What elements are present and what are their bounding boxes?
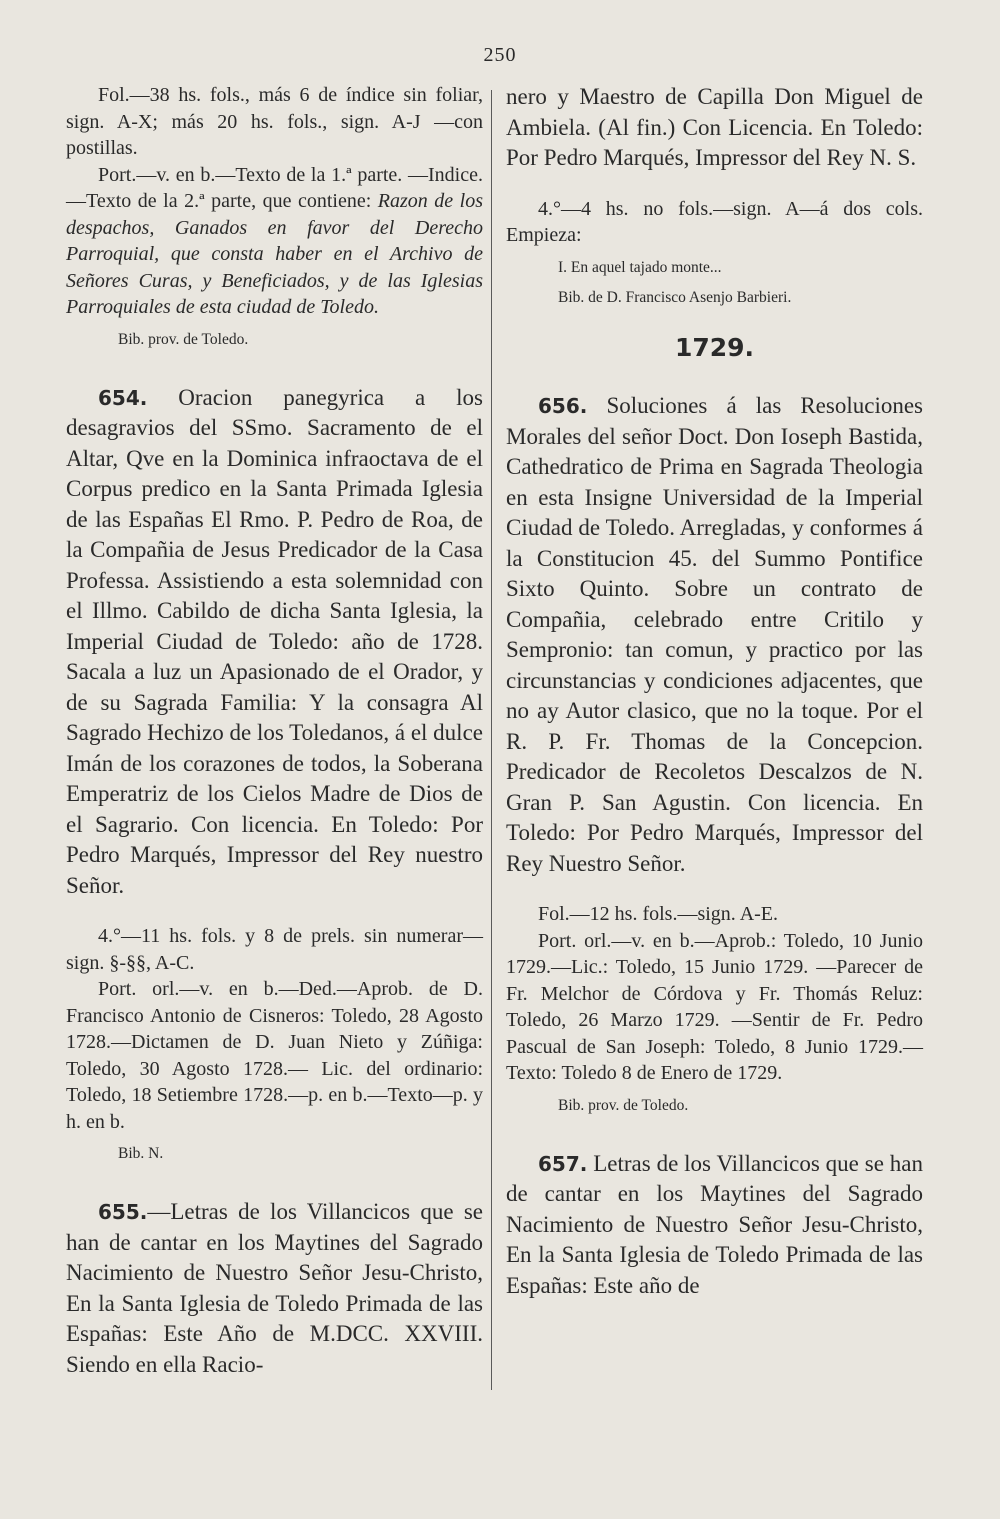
entry-657 xyxy=(506,1149,923,1302)
left-column xyxy=(66,82,483,1380)
entry-number: 654. xyxy=(98,385,148,410)
year-heading: 1729. xyxy=(674,332,755,362)
entry-title: Letras de los Villancicos que se han de cantar en los Maytines del Sagrado Nacimiento de Nuestro Señor Jesu-Christo, En la Santa Iglesia de Toledo Primada de las Españas: Este año de xyxy=(506,1150,923,1298)
library-reference: Bib. prov. de Toledo. xyxy=(118,330,249,348)
library-reference: Bib. prov. de Toledo. xyxy=(558,1096,689,1114)
entry-655-incipit: I. En aquel tajado monte... xyxy=(558,258,722,276)
entry-655-continued: nero y Maestro de Capilla Don Miguel de Ambiela. (Al fin.) Con Licencia. En Toledo: Por Pedro Marqués, Impressor del Rey N. S. xyxy=(506,84,923,170)
continued-contents xyxy=(66,162,483,321)
contents-text: Port.—v. en b.—Texto de la 1.ª parte. —Indice.—Texto de la 2.ª parte, que contiene: xyxy=(66,163,483,212)
entry-number: 655. xyxy=(98,1200,148,1224)
library-reference: Bib. N. xyxy=(118,1145,164,1162)
continued-description: Fol.—38 hs. fols., más 6 de índice sin foliar, sign. A-X; más 20 hs. fols., sign. A-J —con postillas. xyxy=(66,84,483,159)
page-number: 250 xyxy=(483,44,517,66)
entry-title: —Letras de los Villancicos que se han de cantar en los Maytines del Sagrado Nacimiento de Nuestro Señor Jesu-Christo, En la Santa Iglesia de Toledo Primada de las Españas: Este Año de M.DCC. XXVIII. Siendo en ella Racio- xyxy=(66,1199,483,1377)
entry-654-contents: Port. orl.—v. en b.—Ded.—Aprob. de D. Francisco Antonio de Cisneros: Toledo, 28 Agosto 1728.—Dictamen de D. Juan Nieto y Zúñiga: Toledo, 30 Agosto 1728.— Lic. del ordinario: Toledo, 18 Setiembre 1728.—p. en b.—Texto—p. y h. en b. xyxy=(66,978,483,1133)
entry-654-collation: 4.°—11 hs. fols. y 8 de prels. sin numerar—sign. §-§§, A-C. xyxy=(66,925,483,974)
entry-655-collation: 4.°—4 hs. no fols.—sign. A—á dos cols. Empieza: xyxy=(506,197,923,246)
library-reference: Bib. de D. Francisco Asenjo Barbieri. xyxy=(558,288,792,306)
entry-title: Oracion panegyrica a los desagravios del SSmo. Sacramento de el Altar, Qve en la Dominica infraoctava de el Corpus predico en la Santa Primada Iglesia de las Españas El Rmo. P. Pedro de Roa, de la Compañia de Jesus Predicador de la Casa Professa. Assistiendo a esta solemnidad con el Illmo. Cabildo de dicha Santa Iglesia, la Imperial Ciudad de Toledo: año de 1728. Sacala a luz un Apasionado de el Orador, y de su Sagrada Familia: Y la consagra Al Sagrado Hechizo de los Toledanos, á el dulce Imán de los corazones de todos, la Soberana Emperatriz de los Cielos Madre de Dios de el Sagrario. Con licencia. En Toledo: Por Pedro Marqués, Impressor del Rey nuestro Señor. xyxy=(66,384,483,898)
entry-656-collation: Fol.—12 hs. fols.—sign. A-E. xyxy=(538,903,779,925)
entry-655 xyxy=(66,1197,483,1380)
right-column xyxy=(506,82,923,1301)
entry-656 xyxy=(506,391,923,879)
entry-656-contents: Port. orl.—v. en b.—Aprob.: Toledo, 10 Junio 1729.—Lic.: Toledo, 15 Junio 1729. —Parecer de Fr. Melchor de Córdova y Fr. Thomás Reluz: Toledo, 26 Marzo 1729. —Sentir de Fr. Pedro Pascual de San Joseph: Toledo, 8 Junio 1729.—Texto: Toledo 8 de Enero de 1729. xyxy=(506,929,923,1084)
contents-title: Razon de los despachos, Ganados en favor del Derecho Parroquial, que consta haber en el Archivo de Señores Curas, y Beneficiados, y de las Iglesias Parroquiales de esta ciudad de Toledo. xyxy=(66,190,484,318)
column-divider xyxy=(491,90,492,1390)
entry-title: Soluciones á las Resoluciones Morales del señor Doct. Don Ioseph Bastida, Cathedratico de Prima en Sagrada Theologia en esta Insigne Universidad de la Imperial Ciudad de Toledo. Arregladas, y conformes á la Constitucion 45. del Summo Pontifice Sixto Quinto. Sobre un contrato de Compañia, celebrado entre Critilo y Sempronio: tan comun, y practico por las circunstancias y condiciones adjacentes, que no ay Autor clasico, que no la toque. Por el R. P. Fr. Thomas de la Concepcion. Predicador de Recoletos Descalzos de N. Gran P. San Agustin. Con licencia. En Toledo: Por Pedro Marqués, Impressor del Rey Nuestro Señor. xyxy=(506,393,923,876)
entry-number: 657. xyxy=(538,1151,588,1176)
entry-654 xyxy=(66,383,483,902)
entry-number: 656. xyxy=(538,394,588,418)
